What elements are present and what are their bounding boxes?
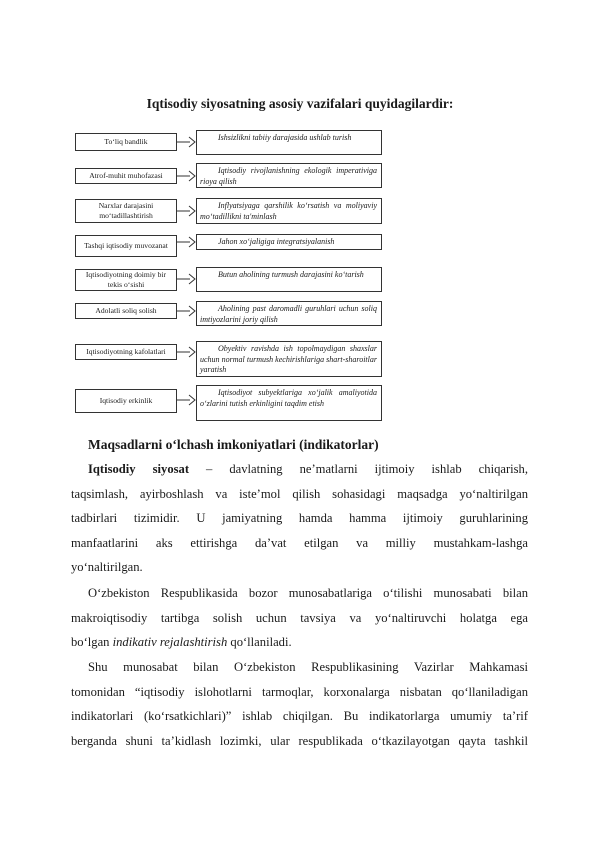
diagram-goal-box: Adolatli soliq solish [75, 303, 177, 319]
diagram-task-box: Butun aholining turmush darajasini ko‘tarish [196, 267, 382, 292]
arrow-icon [177, 346, 196, 358]
term-bold: Iqtisodiy siyosat [88, 462, 190, 476]
paragraph-line: makroiqtisodiy tartibga solish uchun tavsiya va yo‘naltiruvchi holatga ega [71, 610, 528, 625]
paragraph-line: bo‘lgan [71, 635, 113, 649]
italic-term: indikativ rejalashtirish [112, 635, 228, 649]
arrow-icon [177, 394, 196, 406]
diagram-goal-box: Iqtisodiyotning kafolatlari [75, 344, 177, 360]
diagram-goal-box: Narxlar darajasini mo‘tadillashtirish [75, 199, 177, 223]
diagram-task-box: Ishsizlikni tabiiy darajasida ushlab turish [196, 130, 382, 155]
paragraph-line: taqsimlash, ayirboshlash va iste’mol qilish sohasidagi maqsadga yo‘naltirilgan [71, 486, 528, 501]
diagram-goal-box: Atrof-muhit muhofazasi [75, 168, 177, 184]
page-title: Iqtisodiy siyosatning asosiy vazifalari quyidagilardir: [146, 96, 454, 111]
arrow-icon [177, 136, 196, 148]
paragraph-line: O‘zbekiston Respublikasida bozor munosabatlariga o‘tilishi munosabati bilan [88, 586, 528, 600]
paragraph-cabinet-indicators [71, 655, 528, 753]
paragraph-definition [71, 457, 528, 580]
paragraph-indicative-planning [71, 581, 528, 655]
arrow-icon [177, 236, 196, 248]
diagram-goal-box: Iqtisodiy erkinlik [75, 389, 177, 413]
paragraph-line: Shu munosabat bilan O‘zbekiston Respublikasining Vazirlar Mahkamasi [88, 660, 528, 674]
diagram-goal-box: To‘liq bandlik [75, 133, 177, 151]
section-heading: Maqsadlarni o‘lchash imkoniyatlari (indikatorlar) [88, 437, 379, 452]
paragraph-line: berganda shuni ta’kidlash lozimki, ular respublikada o‘tkazilayotgan qayta tashkil [71, 733, 528, 748]
arrow-icon [177, 205, 196, 217]
paragraph-line: qo‘llaniladi. [227, 635, 292, 649]
arrow-icon [177, 273, 196, 285]
arrow-icon [177, 305, 196, 317]
diagram-task-box: Aholining past daromadli guruhlari uchun soliq imtiyozlarini joriy qilish [196, 301, 382, 326]
diagram-task-box: Inflyatsiyaga qarshilik ko‘rsatish va moliyaviy mo‘tadillikni ta'minlash [196, 198, 382, 224]
paragraph-line: yo‘naltirilgan. [71, 560, 143, 574]
diagram-task-box: Obyektiv ravishda ish topolmaydigan shaxslar uchun normal turmush kechirishlariga shart-sharoitlar yaratish [196, 341, 382, 377]
diagram-task-box: Iqtisodiy rivojlanishning ekologik imperativiga rioya qilish [196, 163, 382, 188]
paragraph-line: tadbirlari tizimidir. U jamiyatning hamda hamma ijtimoiy guruhlarining [71, 511, 528, 525]
paragraph-line: indikatorlari (ko‘rsatkichlari)” ishlab chiqilgan. Bu indikatorlarga umumiy ta’rif [71, 709, 528, 723]
paragraph-line: tomonidan “iqtisodiy islohotlarni tarmoqlar, korxonalarga nisbatan qo‘llaniladigan [71, 684, 528, 699]
diagram-goal-box: Tashqi iqtisodiy muvozanat [75, 235, 177, 257]
diagram-goal-box: Iqtisodiyotning doimiy bir tekis o‘sishi [75, 269, 177, 291]
paragraph-line: – davlatning ne’matlarni ijtimoiy ishlab chiqarish, [189, 462, 528, 476]
arrow-icon [177, 170, 196, 182]
diagram-task-box: Iqtisodiyot subyektlariga xo‘jalik amaliyotida o‘zlarini tutish erkinligini taqdim etish [196, 385, 382, 421]
diagram-task-box: Jahon xo‘jaligiga integratsiyalanish [196, 234, 382, 250]
paragraph-line: manfaatlarini aks ettirishga da’vat etilgan va milliy mustahkam-lashga [71, 535, 528, 550]
